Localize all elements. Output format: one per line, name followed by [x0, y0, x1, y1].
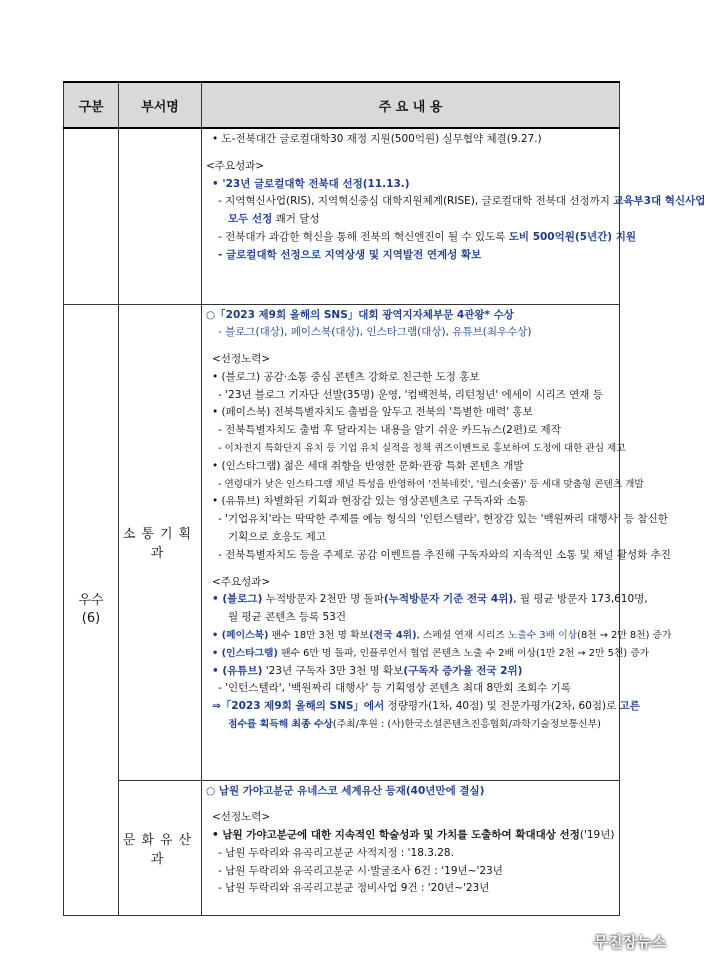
content-line: 기획으로 호응도 제고 [228, 531, 326, 544]
content-line: • (유튜브) '23년 구독자 3만 3천 명 확보(구독자 증가율 전국 2위) [212, 664, 523, 677]
content-line: - 전북대가 과감한 혁신을 통해 전북의 혁신엔진이 될 수 있도록 도비 500억원(5년간) 지원 [218, 230, 637, 243]
report-table [63, 81, 705, 916]
content-line: - 남원 두락리와 유곡리고분군 사적지정 : '18.3.28. [218, 846, 454, 859]
grade-cell [64, 304, 119, 915]
grade-label: 우수 [78, 592, 104, 608]
content-line: 모두 선정 쾌거 달성 [228, 213, 320, 226]
content-line: - 전북특별자치도 출범 후 달라지는 내용을 알기 쉬운 카드뉴스(2편)로 제작 [218, 424, 561, 437]
row-sns [64, 304, 620, 780]
row-heritage [64, 780, 620, 915]
content-line: • (인스타그램) 젊은 세대 취향을 반영한 문화·관광 특화 콘텐츠 개발 [212, 459, 524, 472]
content-line: • (유튜브) 차별화된 기획과 현장감 있는 영상콘텐츠로 구독자와 소통 [212, 495, 527, 508]
content-line: - 글로컬대학 선정으로 지역상생 및 지역발전 연계성 확보 [218, 248, 482, 261]
content-line: - '23년 블로그 기자단 선발(35명) 운영, '컴백전북, 리턴청년' 에세이 시리즈 연재 등 [218, 388, 603, 401]
content-line: • (인스타그램) 팬수 6만 명 돌파, 인플루언서 협업 콘텐츠 노출 수 2배 이상(1만 2천 → 2만 5천) 증가 [212, 647, 650, 659]
dept-cell-empty [119, 128, 202, 304]
content-line: - 블로그(대상), 페이스북(대상), 인스타그램(대상), 유튜브(최우수상) [218, 326, 532, 339]
content-line: • (페이스북) 팬수 18만 3천 명 확보(전국 4위), 스페셜 연재 시리즈 노출수 3배 이상(8천 → 2만 8천) 증가 [212, 630, 672, 642]
content-cell-sns [202, 304, 672, 780]
content-line: ⇒「2023 제9회 올해의 SNS」에서 정량평가(1차, 40점) 및 전문가평가(2차, 60점)로 고른 [212, 700, 640, 713]
content-line: - 남원 두락리와 유곡리고분군 시·발굴조사 6건 : '19년~'23년 [218, 864, 503, 877]
header-category: 구분 [64, 82, 119, 128]
content-line: • (블로그) 공감·소통 중심 콘텐츠 강화로 친근한 도정 홍보 [212, 370, 480, 383]
watermark-logo: 무진장뉴스 [593, 933, 666, 951]
content-line: - 지역혁신사업(RIS), 지역혁신중심 대학지원체계(RISE), 글로컬대학 전북대 선정까지 교육부3대 혁신사업 [218, 195, 705, 208]
content-line: • '23년 글로컬대학 전북대 선정(11.13.) [212, 177, 410, 190]
content-line: • (페이스북) 전북특별자치도 출범을 앞두고 전북의 '특별한 매력' 홍보 [212, 406, 533, 419]
row-continuation [64, 128, 620, 304]
dept-cell-communication: 소통기획과 [119, 304, 202, 780]
header-row [64, 82, 620, 128]
content-line: - 이차전지 특화단지 유치 등 기업 유치 실적을 정책 퀴즈이벤트로 홍보하여 도정에 대한 관심 제고 [218, 443, 626, 455]
content-line: • (블로그) 누적방문자 2천만 명 돌파(누적방문자 기준 전국 4위), 월 평균 방문자 173,610명, [212, 593, 648, 606]
section-heading: <선정노력> [212, 811, 271, 824]
content-line: - 남원 두락리와 유곡리고분군 정비사업 9건 : '20년~'23년 [218, 882, 490, 895]
content-line: • 남원 가야고분군에 대한 지속적인 학술성과 및 가치를 도출하여 확대대상 선정('19년) [212, 829, 615, 842]
content-line: - '인턴스텔라', '백원짜리 대행사' 등 기획영상 콘텐츠 최대 8만회 조회수 기록 [218, 682, 571, 695]
content-cell-heritage [202, 780, 620, 915]
section-heading: <주요성과> [206, 159, 265, 172]
header-department: 부서명 [119, 82, 202, 128]
content-cell-glocal [202, 128, 705, 304]
content-line: 점수를 획득해 최종 수상(주최/후원 : (사)한국소셜콘텐츠진흥협회/과학기술정보통신부) [228, 719, 601, 731]
section-heading: <선정노력> [212, 353, 271, 366]
content-line: - '기업유치'라는 딱딱한 주제를 예능 형식의 '인턴스텔라', 현장감 있는 '백원짜리 대행사' 등 참신한 [218, 513, 668, 526]
content-line: - 연령대가 낮은 인스타그램 채널 특성을 반영하여 '전북네컷', '릴스(숏폼)' 등 세대 맞춤형 콘텐츠 개발 [218, 478, 644, 490]
content-line: 월 평균 콘텐츠 등록 53건 [228, 611, 346, 624]
header-content: 주 요 내 용 [202, 82, 620, 128]
content-line: - 전북특별자치도 등을 주제로 공감 이벤트를 추진해 구독자와의 지속적인 소통 및 채널 활성화 추진 [218, 548, 671, 561]
grade-count: (6) [81, 610, 101, 626]
grade-cell-empty [64, 128, 119, 304]
dept-cell-heritage: 문화유산과 [119, 780, 202, 915]
section-heading: <주요성과> [212, 575, 271, 588]
content-line: • 도-전북대간 글로컬대학30 재정 지원(500억원) 실무협약 체결(9.27.) [212, 133, 542, 145]
content-line: ○ 남원 가야고분군 유네스코 세계유산 등재(40년만에 결실) [206, 784, 485, 797]
content-line: ○「2023 제9회 올해의 SNS」대회 광역지자체부문 4관왕* 수상 [206, 308, 514, 321]
